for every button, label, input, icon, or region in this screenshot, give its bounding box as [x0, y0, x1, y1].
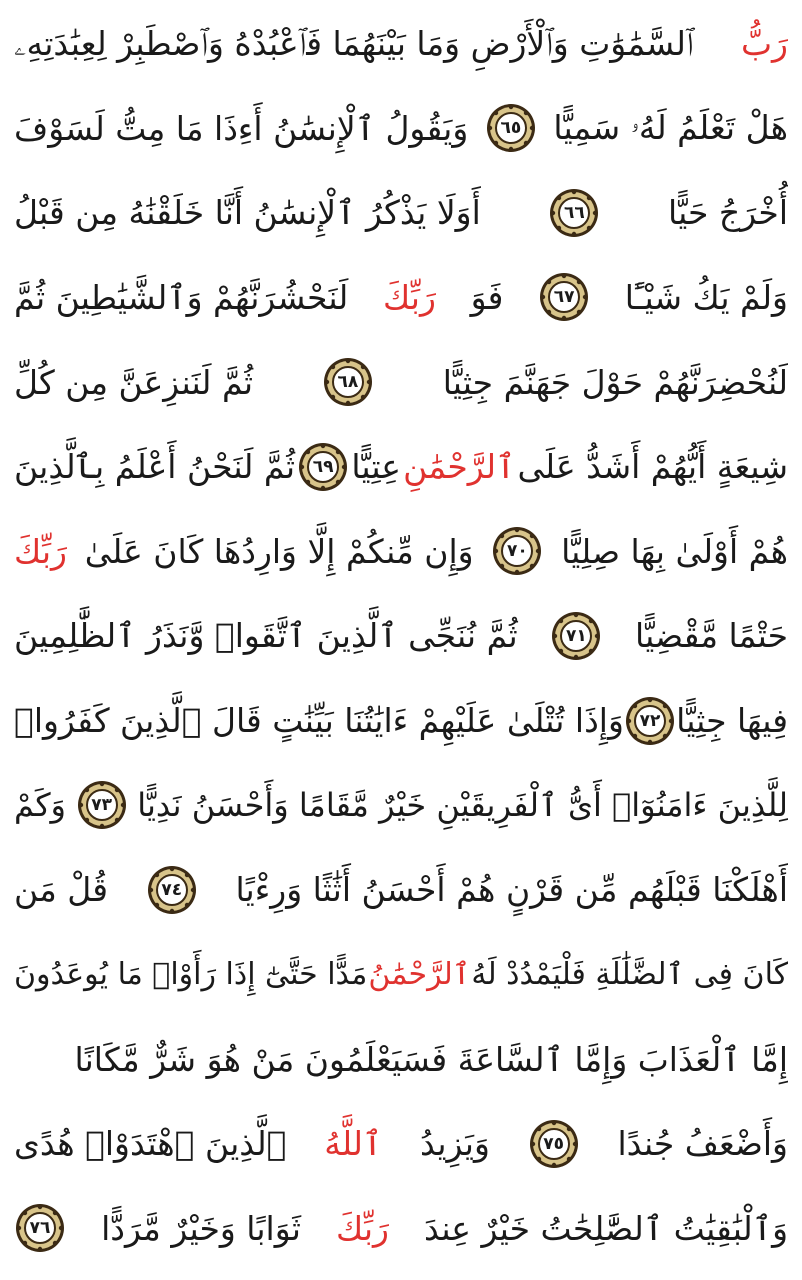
verse-number: ٦٧: [553, 287, 575, 308]
verse-text: شِيعَةٍ أَيُّهُمْ أَشَدُّ عَلَى: [517, 447, 788, 487]
verse-text: لَنَحْشُرَنَّهُمْ وَٱلشَّيَٰطِينَ ثُمَّ: [14, 277, 349, 317]
verse-number: ٦٦: [564, 202, 585, 223]
verse-line: [14, 1106, 788, 1181]
verse-line: [14, 598, 788, 673]
verse-line: [14, 345, 788, 420]
divine-name: ٱلرَّحْمَٰنِ: [403, 447, 516, 487]
verse-number-marker: [322, 356, 374, 408]
divine-name: رَبُّ: [740, 24, 788, 63]
divine-name: رَبِّكَ: [14, 531, 67, 571]
verse-text: مَدًّا حَتَّىٰٓ إِذَا رَأَوْا۟ مَا يُوعَدُونَ: [14, 957, 368, 993]
verse-text: ثَوَابًا وَخَيْرٌ مَّرَدًّا: [101, 1208, 301, 1248]
verse-text: لَنُحْضِرَنَّهُمْ حَوْلَ جَهَنَّمَ جِثِيًّا: [442, 362, 788, 402]
verse-text: إِمَّا ٱلْعَذَابَ وَإِمَّا ٱلسَّاعَةَ فَسَيَعْلَمُونَ مَنْ هُوَ شَرٌّ مَّكَانًا: [74, 1039, 788, 1079]
verse-number-marker: [491, 525, 543, 577]
verse-line: [14, 260, 788, 335]
verse-text: وَلَمْ يَكُ شَيْـًٔا: [624, 277, 788, 317]
verse-text: هُمْ أَوْلَىٰ بِهَا صِلِيًّا: [561, 531, 788, 571]
verse-line: [14, 91, 788, 166]
verse-number: ٧٥: [543, 1133, 565, 1154]
divine-name: ٱلرَّحْمَٰنُ: [368, 957, 471, 993]
verse-line: [14, 937, 788, 1012]
verse-text: ٱلسَّمَٰوَٰتِ وَٱلْأَرْضِ وَمَا بَيْنَهُمَا فَٱعْبُدْهُ وَٱصْطَبِرْ لِعِبَٰدَتِهِۦ: [14, 23, 694, 63]
verse-number-marker: [14, 1202, 66, 1254]
verse-text: وَإِن مِّنكُمْ إِلَّا وَارِدُهَا كَانَ عَلَىٰ: [84, 531, 474, 571]
verse-number-marker: [146, 864, 198, 916]
verse-text: وَكَمْ: [14, 786, 66, 825]
verse-text: عِتِيًّا: [351, 447, 401, 487]
verse-text: أَهْلَكْنَا قَبْلَهُم مِّن قَرْنٍ هُمْ أَحْسَنُ أَثَٰثًا وَرِءْيًا: [235, 870, 788, 910]
verse-number-marker: [297, 441, 349, 493]
verse-number-marker: [538, 271, 590, 323]
divine-name: ٱللَّهُ: [324, 1124, 383, 1164]
verse-text: لِلَّذِينَ ءَامَنُوٓا۟ أَىُّ ٱلْفَرِيقَيْنِ خَيْرٌ مَّقَامًا وَأَحْسَنُ نَدِيًّا: [137, 786, 788, 825]
verse-text: ثُمَّ لَنَحْنُ أَعْلَمُ بِٱلَّذِينَ: [14, 447, 296, 487]
verse-text: وَإِذَا تُتْلَىٰ عَلَيْهِمْ ءَايَٰتُنَا بَيِّنَٰتٍ قَالَ ٱلَّذِينَ كَفَرُوا۟: [14, 701, 624, 741]
verse-text: وَيَقُولُ ٱلْإِنسَٰنُ أَءِذَا مَا مِتُّ لَسَوْفَ: [14, 108, 469, 148]
verse-text: ثُمَّ نُنَجِّى ٱلَّذِينَ ٱتَّقَوا۟ وَّنَذَرُ ٱلظَّٰلِمِينَ: [14, 616, 518, 656]
verse-number: ٧٠: [506, 541, 528, 562]
verse-number-marker: [76, 779, 128, 831]
verse-number-marker: [528, 1118, 580, 1170]
verse-number: ٧٤: [161, 879, 183, 900]
verse-text: ٱلَّذِينَ ٱهْتَدَوْا۟ هُدًى: [14, 1124, 287, 1164]
verse-text: فِيهَا جِثِيًّا: [676, 701, 788, 741]
verse-number: ٧١: [566, 625, 587, 646]
verse-number-marker: [624, 695, 676, 747]
verse-text: وَأَضْعَفُ جُندًا: [617, 1124, 788, 1164]
verse-number: ٧٦: [29, 1218, 51, 1239]
verse-text: كَانَ فِى ٱلضَّلَٰلَةِ فَلْيَمْدُدْ لَهُ: [471, 957, 788, 993]
verse-text: حَتْمًا مَّقْضِيًّا: [635, 616, 788, 656]
verse-line: [14, 514, 788, 589]
verse-text: وَيَزِيدُ: [420, 1124, 490, 1164]
verse-text: هَلْ تَعْلَمُ لَهُۥ سَمِيًّا: [553, 108, 788, 148]
verse-lines: [14, 6, 788, 1266]
verse-number: ٦٩: [312, 456, 334, 477]
verse-text: ثُمَّ لَنَنزِعَنَّ مِن كُلِّ: [14, 362, 254, 402]
verse-number-marker: [548, 187, 600, 239]
verse-text: وَٱلْبَٰقِيَٰتُ ٱلصَّٰلِحَٰتُ خَيْرٌ عِندَ: [424, 1208, 788, 1248]
verse-text: أُخْرَجُ حَيًّا: [668, 193, 788, 233]
verse-number-marker: [550, 610, 602, 662]
verse-line: [14, 683, 788, 758]
verse-text: أَوَلَا يَذْكُرُ ٱلْإِنسَٰنُ أَنَّا خَلَقْنَٰهُ مِن قَبْلُ: [14, 193, 481, 233]
verse-line: [14, 6, 788, 81]
divine-name: رَبِّكَ: [336, 1208, 389, 1248]
verse-line: [14, 1191, 788, 1266]
verse-number: ٧٣: [91, 795, 112, 816]
verse-number: ٦٨: [337, 372, 359, 393]
verse-text: فَوَ: [470, 277, 504, 317]
verse-text: قُلْ مَن: [14, 870, 109, 910]
verse-line: [14, 1022, 788, 1097]
verse-number: ٦٥: [500, 118, 522, 139]
verse-line: [14, 852, 788, 927]
verse-number-marker: [485, 102, 537, 154]
verse-line: [14, 768, 788, 843]
verse-line: [14, 175, 788, 250]
verse-line: [14, 429, 788, 504]
divine-name: رَبِّكَ: [383, 277, 436, 317]
verse-number: ٧٢: [639, 710, 661, 731]
